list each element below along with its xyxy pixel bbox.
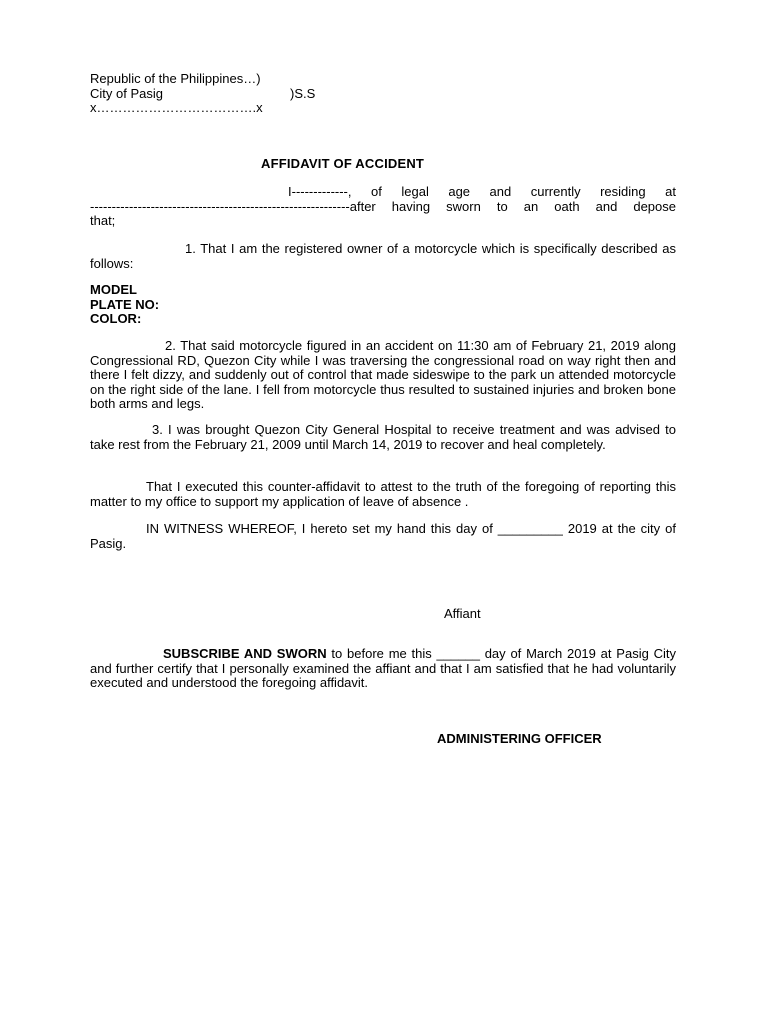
subscribe-text — [90, 647, 676, 691]
spec-plate: PLATE NO: — [90, 296, 160, 312]
caption-ss: )S.S — [290, 85, 316, 101]
paragraph-1 — [90, 242, 676, 271]
paragraph-3-text: 3. I was brought Quezon City General Hospital to receive treatment and was advised to take rest from the February 21, 2009 until March 14, 2019 to recover and heal completely. — [90, 422, 676, 452]
paragraph-1-text: 1. That I am the registered owner of a motorcycle which is specifically described as follows: — [90, 241, 676, 271]
paragraph-2-text: 2. That said motorcycle figured in an accident on 11:30 am of February 21, 2019 along Congressional RD, Quezon City while I was traversing the congressional road on way right then and there I felt dizzy, and suddenly out of control that made sideswipe to the park un attended motorcycle on the right side of the lane. I fell from motorcycle thus resulted to sustained injuries and broken bone both arms and legs. — [90, 338, 676, 411]
paragraph-2 — [90, 339, 676, 412]
subscribe-paragraph — [90, 647, 676, 691]
intro-line-1: I-------------, of legal age and currently residing at — [288, 184, 676, 199]
caption-republic: Republic of the Philippines…) — [90, 71, 261, 86]
document-title: AFFIDAVIT OF ACCIDENT — [261, 156, 425, 171]
subscribe-bold: SUBSCRIBE AND SWORN — [163, 646, 327, 661]
paragraph-5-text: IN WITNESS WHEREOF, I hereto set my hand this day of _________ 2019 at the city of Pasig. — [90, 521, 676, 551]
caption-city: City of Pasig — [90, 85, 163, 101]
intro-paragraph — [90, 185, 676, 229]
spec-color: COLOR: — [90, 311, 142, 326]
spec-model: MODEL — [90, 282, 137, 297]
affiant-label: Affiant — [444, 606, 481, 621]
subscribe-rest: to before me this ______ day of March 2019 at Pasig City and further certify that I personally examined the affiant and that I am satisfied that he had voluntarily executed and understood the foregoing affidavit. — [90, 646, 676, 690]
paragraph-4 — [90, 480, 676, 509]
paragraph-5 — [90, 522, 676, 551]
paragraph-4-text: That I executed this counter-affidavit to attest to the truth of the foregoing of reporting this matter to my office to support my application of leave of absence . — [90, 479, 676, 509]
caption-separator: x……………………………….x — [90, 100, 263, 115]
motorcycle-specs — [90, 283, 159, 327]
venue-caption — [90, 72, 315, 116]
caption-city-row — [90, 87, 315, 102]
intro-line-3: that; — [90, 213, 116, 228]
intro-line-2: ------------------------------------------------------------after having sworn to an oath and depose — [90, 199, 676, 214]
administering-officer-label: ADMINISTERING OFFICER — [437, 731, 602, 746]
paragraph-3 — [90, 423, 676, 452]
